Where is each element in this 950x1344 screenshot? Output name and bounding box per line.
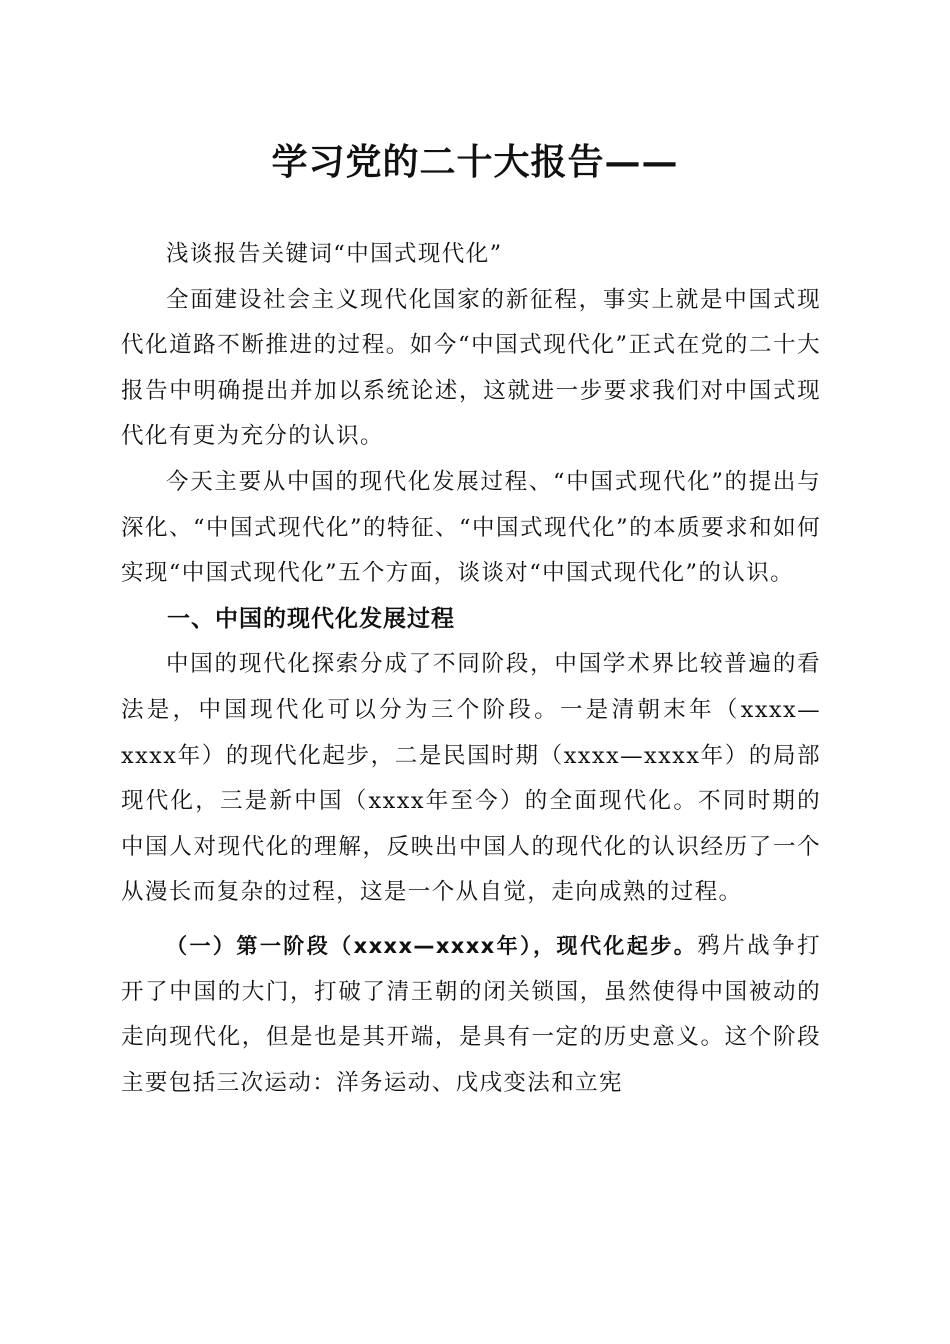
section-1-paragraph: 中国的现代化探索分成了不同阶段，中国学术界比较普遍的看法是，中国现代化可以分为三个阶段。一是清朝末年（xxxx—xxxx年）的现代化起步，二是民国时期（xxxx—xxxx年）的局部现代化，三是新中国（xxxx年至今）的全面现代化。不同时期的中国人对现代化的理解，反映出中国人的现代化的认识经历了一个从漫长而复杂的过程，这是一个从自觉，走向成熟的过程。 [121,651,821,906]
document-title: 学习党的二十大报告—— [271,141,679,183]
subsection-heading-1: （一）第一阶段（xxxx—xxxx年），现代化起步。 [166,933,698,958]
document-body [121,232,821,1106]
paragraph-spacer [121,916,821,924]
body-paragraph-1: 全面建设社会主义现代化国家的新征程，事实上就是中国式现代化道路不断推进的过程。如今“中国式现代化”正式在党的二十大报告中明确提出并加以系统论述，这就进一步要求我们对中国式现代化有更为充分的认识。 [121,286,821,450]
section-heading-1: 一、中国的现代化发展过程 [167,605,455,632]
document-subtitle: 浅谈报告关键词“中国式现代化” [166,241,503,267]
subsection-1-paragraph [121,924,821,1106]
body-paragraph-2: 今天主要从中国的现代化发展过程、“中国式现代化”的提出与深化、“中国式现代化”的特征、“中国式现代化”的本质要求和如何实现“中国式现代化”五个方面，谈谈对“中国式现代化”的认识。 [121,468,821,587]
subsection-1-text: 鸦片战争打开了中国的大门，打破了清王朝的闭关锁国，虽然使得中国被动的走向现代化，但是也是其开端，是具有一定的历史意义。这个阶段主要包括三次运动：洋务运动、戊戌变法和立宪 [121,932,821,1096]
